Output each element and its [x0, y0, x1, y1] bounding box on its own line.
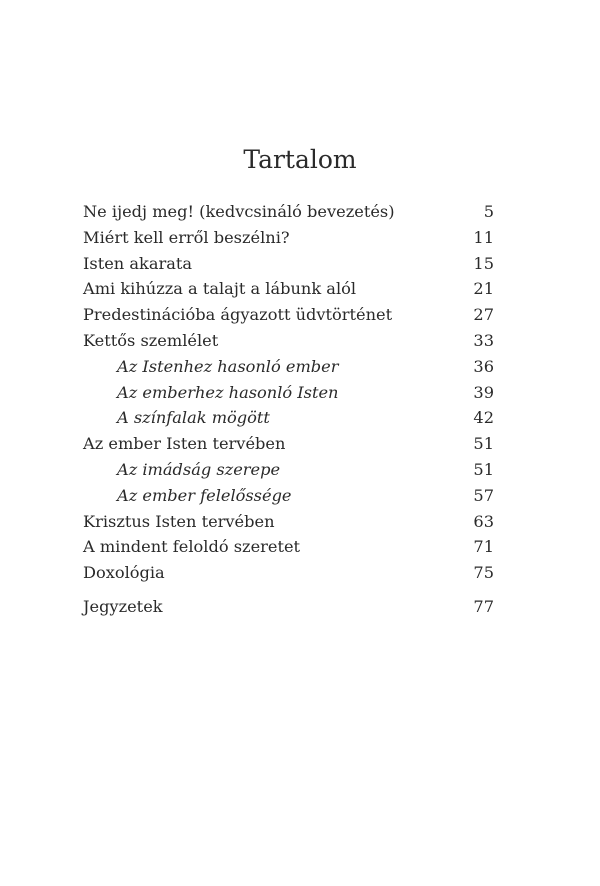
toc-entry[interactable]: [83, 509, 494, 535]
toc-entry-label: Doxológia: [83, 563, 165, 583]
toc-entry-label: Az imádság szerepe: [117, 459, 281, 479]
toc-entry[interactable]: [83, 457, 494, 483]
toc-entry-label: Isten akarata: [83, 253, 193, 273]
toc-entry[interactable]: [83, 328, 494, 354]
toc-entry-label: A színfalak mögött: [117, 408, 270, 428]
toc-entry-page-number: 39: [473, 382, 494, 402]
toc-entry-page-number: 71: [473, 537, 494, 557]
toc-entry-page-number: 11: [473, 227, 494, 247]
toc-entry-label: Ne ijedj meg! (kedvcsináló bevezetés): [83, 202, 395, 221]
toc-entry-page-number: 5: [483, 202, 494, 221]
toc-entry[interactable]: [83, 302, 494, 328]
toc-entry[interactable]: [83, 251, 494, 277]
toc-entry-page-number: 42: [473, 408, 494, 428]
toc-entry[interactable]: [83, 405, 494, 431]
page-title: Tartalom: [243, 145, 357, 174]
toc-entry-label: Miért kell erről beszélni?: [83, 227, 290, 247]
table-of-contents: [83, 199, 494, 620]
toc-entry-page-number: 51: [473, 434, 494, 454]
toc-entry[interactable]: [83, 594, 494, 620]
toc-entry-page-number: 75: [473, 563, 494, 583]
toc-entry-page-number: 51: [473, 459, 494, 479]
toc-entry-label: Krisztus Isten tervében: [83, 511, 275, 531]
toc-entry-label: Predestinációba ágyazott üdvtörténet: [83, 305, 393, 325]
toc-entry[interactable]: [83, 225, 494, 251]
toc-entry-label: Az ember Isten tervében: [83, 434, 286, 454]
toc-entry-label: Kettős szemlélet: [83, 330, 219, 350]
toc-entry[interactable]: [83, 354, 494, 380]
toc-entry[interactable]: [83, 560, 494, 586]
toc-entry-label: Az Istenhez hasonló ember: [117, 356, 339, 376]
toc-entry-label: Az emberhez hasonló Isten: [117, 382, 339, 402]
toc-entry-page-number: 21: [473, 279, 494, 299]
toc-entry-page-number: 36: [473, 356, 494, 376]
toc-entry-label: A mindent feloldó szeretet: [83, 537, 301, 557]
toc-entry-label: Az ember felelőssége: [117, 485, 292, 505]
toc-entry[interactable]: [83, 534, 494, 560]
toc-entry[interactable]: [83, 431, 494, 457]
toc-entry-page-number: 57: [473, 485, 494, 505]
toc-entry-page-number: 33: [473, 330, 494, 350]
toc-entry-label: Ami kihúzza a talajt a lábunk alól: [83, 279, 357, 299]
toc-entry-page-number: 27: [473, 305, 494, 325]
toc-entry[interactable]: [83, 199, 494, 225]
toc-entry[interactable]: [83, 483, 494, 509]
toc-entry[interactable]: [83, 276, 494, 302]
toc-entry[interactable]: [83, 380, 494, 406]
toc-entry-page-number: 77: [473, 597, 494, 617]
toc-entry-label: Jegyzetek: [83, 597, 163, 617]
toc-entry-page-number: 15: [473, 253, 494, 273]
toc-entry-page-number: 63: [473, 511, 494, 531]
